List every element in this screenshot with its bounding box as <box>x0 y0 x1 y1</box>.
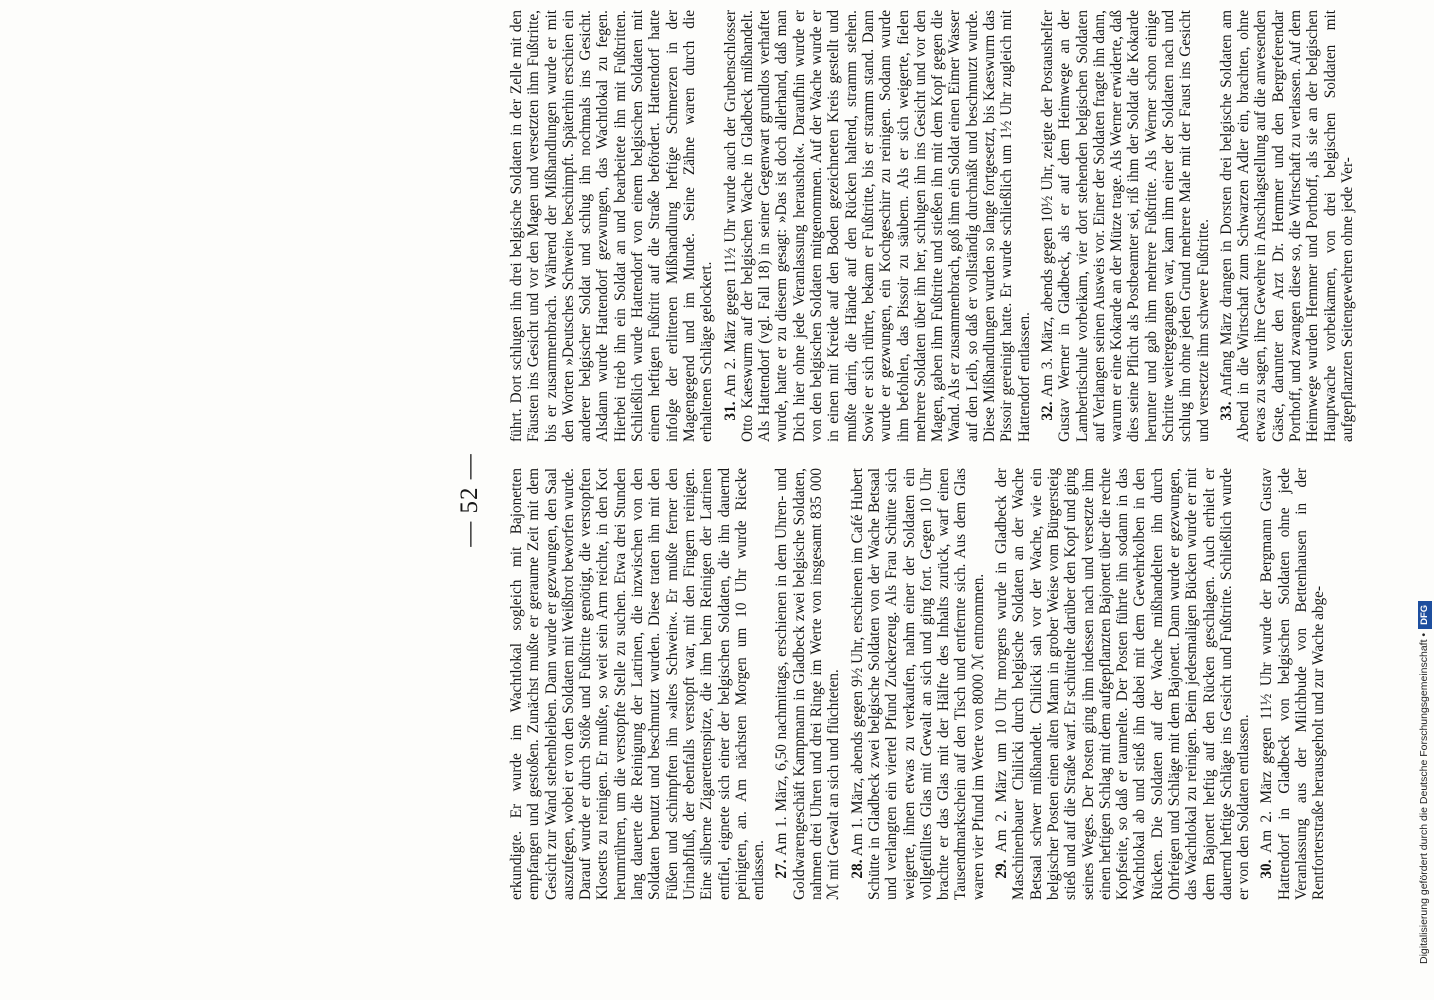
paragraph <box>849 468 987 900</box>
right-column <box>508 9 1356 442</box>
digitization-credit <box>1418 184 1432 964</box>
paragraph-text: Am 2. März um 10 Uhr morgens wurde in Gladbeck der Maschinenbauer Chilicki durch belgische Soldaten an der Wache Betsaal schwer mißhandelt. Chilicki sah vor der Wache, wie ein belgischer Posten einen alten Mann in grober Weise vom Bürgersteig stieß und auf die Straße warf. Er schüttelte darüber den Kopf und ging seines Weges. Der Posten ging ihm indessen nach und versetzte ihm einen heftigen Schlag mit dem aufgepflanzten Bajonett über die rechte Kopfseite, so daß er taumelte. Der Posten führte ihn sodann in das Wachtlokal ab und stieß ihn dabei mit dem Gewehrkolben in den Rücken. Die Soldaten auf der Wache mißhandelten ihn durch Ohrfeigen und Schläge mit dem Bajonett. Dann wurde er gezwungen, das Wachtlokal zu reinigen. Beim jedesmaligen Bücken wurde er mit dem Bajonett heftig auf den Rücken geschlagen. Auch erhielt er dauernd heftige Schläge ins Gesicht und Fußtritte. Schließlich wurde er von den Soldaten entlassen. <box>993 468 1253 900</box>
paragraph-text: Am 1. März, 6,50 nachmittags, erschienen in dem Uhren- und Goldwarengeschäft Kampmann in Gladbeck zwei belgische Soldaten, nahmen drei Uhren und drei Ringe im Werte von insgesamt 835 000 ℳ mit Gewalt an sich und flüchteten. <box>773 468 843 900</box>
left-column <box>508 467 1328 900</box>
text-columns <box>508 9 1356 900</box>
paragraph-text: führt. Dort schlugen ihn drei belgische Soldaten in der Zelle mit den Fäusten ins Gesicht und vor den Magen und versetzten ihm Fußtritte, bis er zusammenbrach. Während der Mißhandlungen wurde er mit den Worten »Deutsches Schwein« beschimpft. Späterhin erschien ein anderer belgischer Soldat und schlug ihn nochmals ins Gesicht. Alsdann wurde Hattendorf gezwungen, das Wachtlokal zu fegen. Hierbei trieb ihn ein Soldat an und bearbeitete ihn mit Fußtritten. Schließlich wurde Hattendorf von einem belgischen Soldaten mit einem heftigen Fußtritt auf die Straße befördert. Hattendorf hatte infolge der erlittenen Mißhandlung heftige Schmerzen in der Magengegend und im Munde. Seine Zähne waren durch die erhaltenen Schläge gelockert. <box>508 10 716 442</box>
case-number: 32. <box>1038 401 1056 421</box>
paragraph-text: Am 2. März gegen 11½ Uhr wurde auch der Grubenschlosser Otto Kaeswurm auf der belgischen Wache in Gladbeck mißhandelt. Als Hattendorf (vgl. Fall 18) in seiner Gegenwart grundlos verhaftet wurde, hatte er zu diesem gesagt: »Das ist doch allerhand, daß man Dich hier ohne jede Veranlassung herausholt«. Daraufhin wurde er von den belgischen Soldaten mitgenommen. Auf der Wache wurde er in einen mit Kreide auf den Boden gezeichneten Kreis gestellt und mußte darin, die Hände auf den Rücken haltend, stramm stehen. Sowie er sich rührte, bekam er Fußtritte, bis er stramm stand. Dann wurde er gezwungen, ein Kochgeschirr zu reinigen. Sodann wurde ihm befohlen, das Pissoir zu säubern. Als er sich weigerte, fielen mehrere Soldaten über ihn her, schlugen ihn ins Gesicht und vor den Magen, gaben ihm Fußtritte und stießen ihn mit dem Kopf gegen die Wand. Als er zusammenbrach, goß ihm ein Soldat einen Eimer Wasser auf den Leib, so daß er vollständig durchnäßt und beschmutzt wurde. Diese Mißhandlungen wurden so lange fortgesetzt, bis Kaeswurm das Pissoir gereinigt hatte. Er wurde schließlich um 1½ Uhr zugleich mit Hattendorf entlassen. <box>721 9 1033 442</box>
case-number: 27. <box>773 859 791 879</box>
credit-text: Digitalisierung gefördert durch die Deutsche Forschungsgemeinschaft • <box>1418 632 1430 964</box>
paragraph-text: Am 3. März, abends gegen 10½ Uhr, zeigte der Postaushelfer Gustav Werner in Gladbeck, als er auf dem Heimwege an der Lambertischule vorbeikam, vier dort stehenden belgischen Soldaten auf Verlangen seinen Ausweis vor. Einer der Soldaten fragte ihn dann, warum er eine Kokarde an der Mütze trage. Als Werner erwiderte, daß dies seine Pflicht als Postbeamter sei, riß ihm der Soldat die Kokarde herunter und gab ihm mehrere Fußtritte. Als Werner schon einige Schritte weitergegangen war, kam ihm einer der Soldaten nach und schlug ihn ohne jeden Grund mehrere Male mit der Faust ins Gesicht und versetzte ihm schwere Fußtritte. <box>1038 9 1212 442</box>
paragraph-text: Am 2. März gegen 11½ Uhr wurde der Bergmann Gustav Hattendorf in Gladbeck von belgischen Soldaten ohne jede Veranlassung aus der Milchbude von Bettenhausen in der Rentforterstraße herausgeholt und zur Wache abge- <box>1258 467 1328 900</box>
paragraph <box>1039 10 1212 442</box>
page-number: — 52 — <box>456 453 483 547</box>
paragraph <box>993 468 1252 900</box>
paragraph <box>508 468 767 900</box>
paragraph <box>773 468 842 900</box>
paragraph-text: Anfang März drangen in Dorsten drei belgische Soldaten am Abend in die Wirtschaft zum Schwarzen Adler ein, brachten, ohne etwas zu sagen, ihre Gewehre in Anschlagstellung auf die anwesenden Gäste, darunter den Arzt Dr. Hemmer und den Bergreferendar Porthoff, und zwangen diese so, die Wirtschaft zu verlassen. Auf dem Heimwege wurden Hemmer und Porthoff, als sie an der belgischen Hauptwache vorbeikamen, von drei belgischen Soldaten mit aufgepflanzten Seitengewehren ohne jede Ver- <box>1217 9 1356 442</box>
case-number: 29. <box>993 859 1011 879</box>
paragraph-text: erkundigte. Er wurde im Wachtlokal sogleich mit Bajonetten empfangen und gestoßen. Zunächst mußte er geraume Zeit mit dem Gesicht zur Wand stehenbleiben. Dann wurde er gezwungen, den Saal auszufegen, wobei er von den Soldaten mit Weißbrot beworfen wurde. Darauf wurde er durch Stöße und Fußtritte genötigt, die verstopften Klosetts zu reinigen. Er mußte, so weit sein Arm reichte, in den Kot herumrühren, um die verstopfte Stelle zu suchen. Etwa drei Stunden lang dauerte die Reinigung der Latrinen, die inzwischen von den Soldaten benutzt und beschmutzt wurden. Diese traten ihn mit den Füßen und schimpften ihn »altes Schwein«. Er mußte ferner den Urinabfluß, der ebenfalls verstopft war, mit den Fingern reinigen. Eine silberne Zigarettenspitze, die ihm beim Reinigen der Latrinen entfiel, eignete sich einer der belgischen Soldaten, die ihn dauernd peinigten, an. Am nächsten Morgen um 10 Uhr wurde Riecke entlassen. <box>508 468 768 900</box>
paragraph <box>508 10 716 442</box>
paragraph <box>1258 468 1327 900</box>
case-number: 33. <box>1217 401 1235 421</box>
paragraph-text: Am 1. März, abends gegen 9½ Uhr, erschienen im Café Hubert Schütte in Gladbeck zwei belgische Soldaten von der Wache Betsaal und verlangten ein viertel Pfund Zuckerzeug. Als Frau Schütte sich weigerte, ihnen etwas zu verkaufen, nahm einer der Soldaten ein vollgefülltes Glas mit Gewalt an sich und ging fort. Gegen 10 Uhr brachte er das Glas mit der Hälfte des Inhalts zurück, warf einen Tausendmarkschein auf den Tisch und entfernte sich. Aus dem Glas waren vier Pfund im Werte von 8000 ℳ entnommen. <box>848 468 987 900</box>
case-number: 28. <box>848 859 866 879</box>
paragraph <box>1218 10 1356 442</box>
dfg-logo: DFG <box>1418 601 1432 629</box>
case-number: 31. <box>721 401 739 421</box>
paragraph <box>722 10 1033 442</box>
case-number: 30. <box>1258 859 1276 879</box>
